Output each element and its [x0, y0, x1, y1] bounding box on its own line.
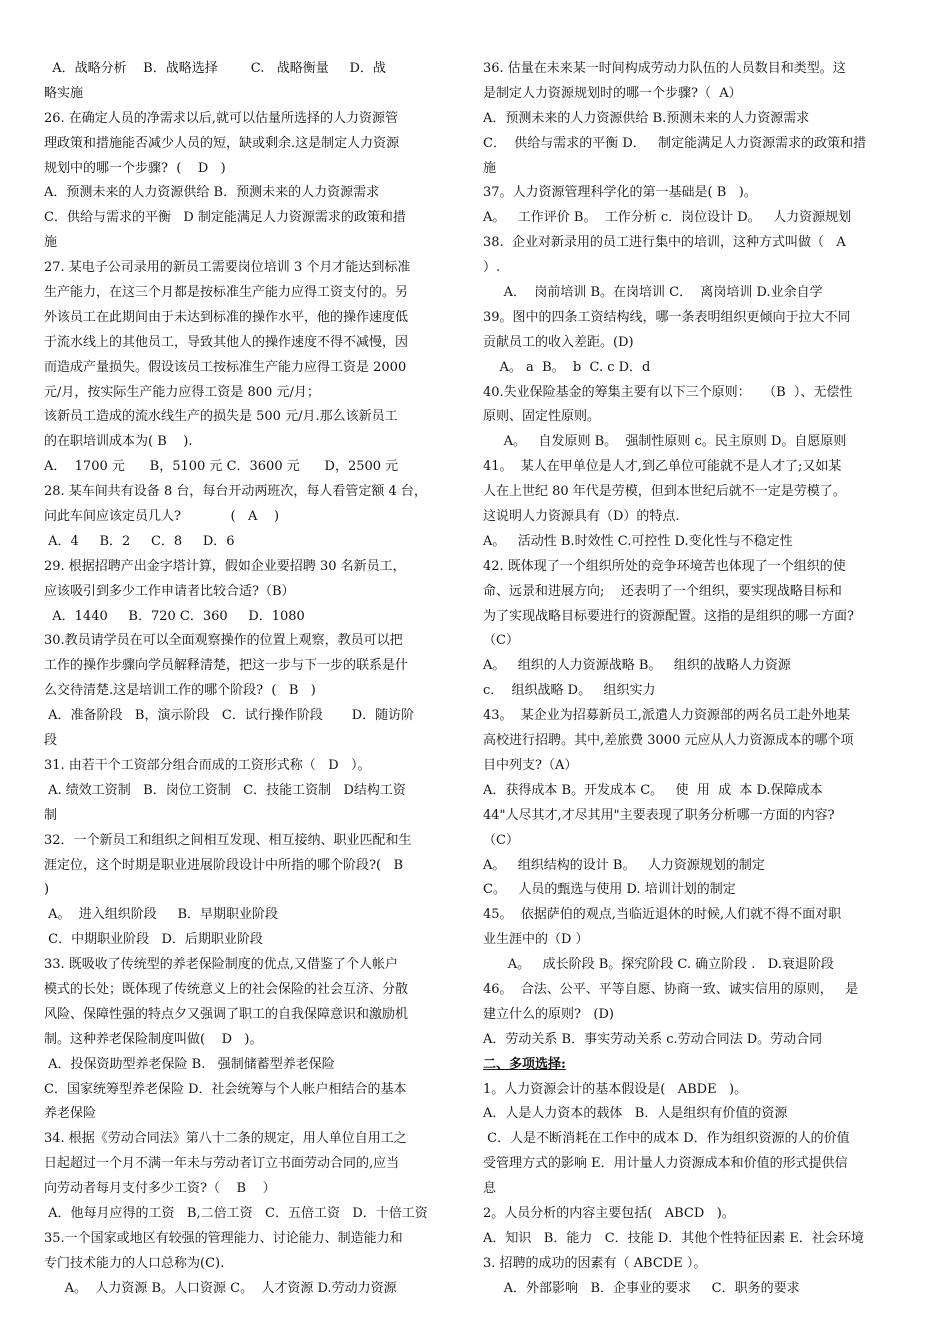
text-line: 制: [44, 807, 58, 823]
text-line: 3. 招聘的成功的因素有（ ABCDE ）。: [483, 1255, 707, 1271]
text-line: A．4 B．2 C．8 D．6: [44, 533, 235, 549]
text-line: 29. 根据招聘产出金字塔计算，假如企业要招聘 30 名新员工，: [44, 558, 406, 574]
text-line: 生产能力，在这三个月都是按标准生产能力应得工资支付的。另: [44, 285, 409, 301]
text-line: A。 自发原则 B。 强制性原则 c。民主原则 D。自愿原则: [483, 434, 847, 450]
text-line: 专门技术能力的人口总称为(C).: [44, 1255, 225, 1271]
text-line: 43。 某企业为招募新员工,派遣人力资源部的两名员工赴外地某: [483, 708, 850, 724]
text-line: 这说明人力资源具有（D）的特点.: [483, 509, 680, 525]
text-line: 26. 在确定人员的净需求以后,就可以估量所选择的人力资源管: [44, 110, 398, 126]
text-line: 模式的长处；既体现了传统意义上的社会保险的社会互济、分散: [44, 981, 409, 997]
text-line: 44"人尽其才,才尽其用"主要表现了职务分析哪一方面的内容?: [483, 807, 835, 823]
text-line: 于流水线上的其他员工，导致其他人的操作速度不得不减慢，因: [44, 334, 409, 350]
text-line: c． 组织战略 D。 组织实力: [483, 683, 656, 699]
text-line: C。 人员的甄选与使用 D. 培训计划的制定: [483, 882, 736, 898]
text-line: A。 组织的人力资源战略 B。 组织的战略人力资源: [483, 658, 791, 674]
text-line: A．劳动关系 B．事实劳动关系 c.劳动合同法 D。劳动合同: [483, 1031, 823, 1047]
text-line: A． 1700 元 B，5100 元 C．3600 元 D，2500 元: [44, 459, 399, 475]
text-line: 理政策和措施能否减少人员的短，缺或剩余.这是制定人力资源: [44, 135, 400, 151]
text-line: 39。图中的四条工资结构线，哪一条表明组织更倾向于拉大不同: [483, 309, 851, 325]
text-line: 30.教员请学员在可以全面观察操作的位置上观察，教员可以把: [44, 633, 403, 649]
text-line: 46。 合法、公平、平等自愿、协商一致、诚实信用的原则， 是: [483, 981, 859, 997]
text-line: 涯定位，这个时期是职业进展阶段设计中所指的哪个阶段?( B: [44, 857, 403, 873]
text-line: 为了实现战略目标要进行的资源配置。这指的是组织的哪一方面?: [483, 608, 854, 624]
text-line: 施: [483, 160, 497, 176]
text-line: A．知识 B．能力 C．技能 D．其他个性特征因素 E．社会环境: [483, 1230, 864, 1246]
text-line: A．准备阶段 B，演示阶段 C．试行操作阶段 D．随访阶: [44, 708, 415, 724]
text-line: 建立什么的原则? (D): [483, 1006, 614, 1022]
text-line: 32．一个新员工和组织之间相互发现、相互接纳、职业匹配和生: [44, 832, 412, 848]
text-line: 高校进行招聘。其中,差旅费 3000 元应从人力资源成本的哪个项: [483, 733, 854, 749]
text-line: 35.一个国家或地区有较强的管理能力、讨论能力、制造能力和: [44, 1230, 403, 1246]
text-line: 贡献员工的收入差距。(D): [483, 334, 634, 350]
text-line: 28. 某车间共有设备 8 台，每台开动两班次，每人看管定额 4 台，: [44, 484, 427, 500]
text-line: 养老保险: [44, 1106, 97, 1122]
text-line: 元/月，按实际生产能力应得工资是 800 元/月；: [44, 384, 320, 400]
text-line: A．预测未来的人力资源供给 B.预测未来的人力资源需求: [483, 110, 810, 126]
text-line: 41。 某人在甲单位是人才,到乙单位可能就不是人才了;又如某: [483, 459, 842, 475]
text-line: A．他每月应得的工资 B,二倍工资 C．五倍工资 D．十倍工资: [44, 1205, 428, 1221]
right-column: [483, 57, 903, 1302]
text-line: 制。这种养老保险制度叫做( D )。: [44, 1031, 263, 1047]
text-line: 规划中的哪一个步骤? ( D ): [44, 160, 226, 176]
text-line: ): [44, 882, 50, 898]
text-line: A。 成长阶段 B。探究阶段 C. 确立阶段 . D.衰退阶段: [483, 957, 834, 973]
text-line: 业生涯中的（D ）: [483, 932, 589, 948]
text-line: C．人是不断消耗在工作中的成本 D．作为组织资源的人的价值: [483, 1131, 850, 1147]
text-line: 应该吸引到多少工作申请者比较合适?（B）: [44, 583, 295, 599]
text-line: C． 供给与需求的平衡 D． 制定能满足人力资源需求的政策和措: [483, 135, 867, 151]
section-heading: 二、多项选择:: [483, 1056, 566, 1072]
text-line: C．供给与需求的平衡 D 制定能满足人力资源需求的政策和措: [44, 210, 406, 226]
text-line: 36. 估量在未来某一时间构成劳动力队伍的人员数目和类型。这: [483, 61, 846, 76]
text-line: 38. 企业对新录用的员工进行集中的培训，这种方式叫做（ A: [483, 235, 846, 251]
text-line: A。 进入组织阶段 B．早期职业阶段: [44, 907, 279, 923]
text-line: 日起超过一个月不满一年未与劳动者订立书面劳动合同的,应当: [44, 1156, 400, 1172]
text-line: 31. 由若干个工资部分组合而成的工资形式称（ D ）。: [44, 757, 371, 773]
text-line: 34. 根据《劳动合同法》第八十二条的规定，用人单位自用工之: [44, 1131, 407, 1147]
text-line: A．获得成本 B。开发成本 C。 使 用 成 本 D.保障成本: [483, 782, 823, 798]
text-line: A．1440 B．720 C．360 D．1080: [44, 608, 305, 624]
text-line: A．投保资助型养老保险 B. 强制储蓄型养老保险: [44, 1056, 335, 1072]
text-line: 施: [44, 235, 58, 251]
text-line: 段: [44, 733, 58, 749]
text-line: A．人是人力资本的载体 B．人是组织有价值的资源: [483, 1106, 788, 1122]
text-line: 27. 某电子公司录用的新员工需要岗位培训 3 个月才能达到标准: [44, 260, 411, 276]
text-line: 1。人力资源会计的基本假设是( ABDE )。: [483, 1081, 748, 1097]
text-line: ）.: [483, 260, 501, 276]
text-line: 该新员工造成的流水线生产的损失是 500 元/月.那么该新员工: [44, 409, 398, 425]
text-line: 33. 既吸收了传统型的养老保险制度的优点,又借鉴了个人帐户: [44, 957, 398, 973]
text-line: 外该员工在此期间由于未达到标准的操作水平，他的操作速度低: [44, 309, 409, 325]
text-line: 原则、固定性原则。: [483, 409, 601, 425]
text-line: 工作的操作步骤向学员解释清楚，把这一步与下一步的联系是什: [44, 658, 409, 674]
text-line: （C）: [483, 832, 519, 848]
text-line: C．国家统筹型养老保险 D．社会统筹与个人帐户相结合的基本: [44, 1081, 407, 1097]
text-line: A． 岗前培训 B。在岗培训 C． 离岗培训 D.业余自学: [483, 285, 823, 301]
text-line: A。 人力资源 B。人口资源 C。 人才资源 D.劳动力资源: [44, 1280, 397, 1296]
text-line: A。 工作评价 B。 工作分析 c．岗位设计 D。 人力资源规划: [483, 210, 852, 226]
text-line: 的在职培训成本为( B ).: [44, 434, 193, 450]
text-line: 么交待清楚.这是培训工作的哪个阶段? ( B ): [44, 683, 316, 699]
text-line: （C）: [483, 633, 519, 649]
text-line: A．外部影响 B．企事业的要求 C．职务的要求: [483, 1280, 800, 1296]
text-line: C．中期职业阶段 D．后期职业阶段: [44, 932, 263, 948]
text-line: A。 组织结构的设计 B。 人力资源规划的制定: [483, 857, 765, 873]
text-line: 是制定人力资源规划时的哪一个步骤?（ A）: [483, 85, 742, 101]
text-line: 37。人力资源管理科学化的第一基础是( B )。: [483, 185, 757, 201]
text-line: 问此车间应该定员几人? ( A ): [44, 509, 280, 525]
text-line: 而造成产量损失。假设该员工按标准生产能力应得工资是 2000: [44, 359, 407, 375]
text-line: 42. 既体现了一个组织所处的竞争环境苦也体现了一个组织的使: [483, 558, 846, 574]
text-line: 受管理方式的影响 E．用计量人力资源成本和价值的形式提供信: [483, 1156, 848, 1172]
text-line: 风险、保障性强的特点夕又强调了职工的自我保障意识和激励机: [44, 1006, 409, 1022]
left-column: [44, 57, 456, 1302]
text-line: A．战略分析 B．战略选择 C. 战略衡量 D．战: [44, 61, 386, 76]
text-line: 人在上世纪 80 年代是劳模，但到本世纪后就不一定是劳模了。: [483, 484, 846, 500]
text-line: 2。人员分析的内容主要包括( ABCD )。: [483, 1205, 735, 1221]
text-line: 目中列支?（A）: [483, 757, 578, 773]
text-line: 略实施: [44, 85, 84, 101]
text-line: 40.失业保险基金的筹集主要有以下三个原则： （B ）、无偿性: [483, 384, 853, 400]
text-line: 息: [483, 1181, 497, 1197]
text-line: A。 活动性 B.时效性 C.可控性 D.变化性与不稳定性: [483, 533, 793, 549]
text-line: 向劳动者每月支付多少工资?（ B ）: [44, 1181, 276, 1197]
text-line: A．预测未来的人力资源供给 B．预测未来的人力资源需求: [44, 185, 380, 201]
text-line: 45。 依据萨伯的观点,当临近退休的时候,人们就不得不面对职: [483, 907, 842, 923]
text-line: A。 a B。 b C. c D．d: [483, 359, 651, 375]
text-line: 命、远景和进展方向; 还表明了一个组织，要实现战略目标和: [483, 583, 842, 599]
text-line: A. 绩效工资制 B．岗位工资制 C．技能工资制 D结构工资: [44, 782, 406, 798]
